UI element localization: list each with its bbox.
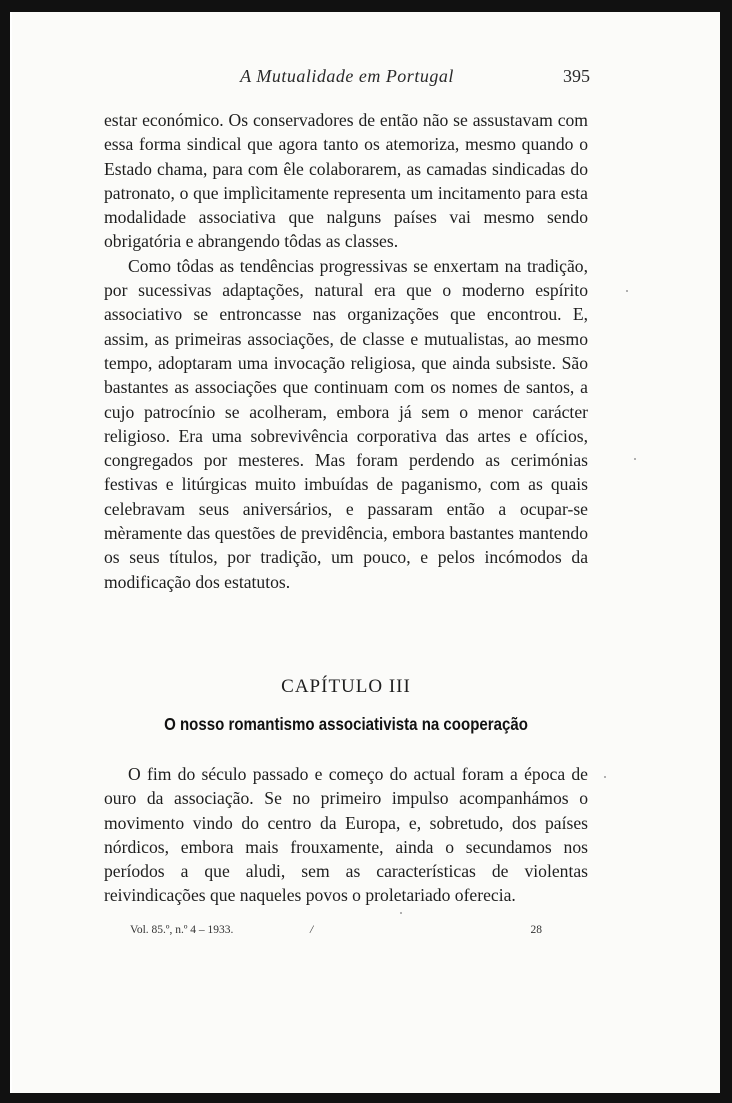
chapter-label: CAPÍTULO III — [281, 676, 411, 697]
body-text-before-chapter — [104, 108, 588, 594]
scan-speck — [634, 458, 636, 460]
scan-speck — [626, 290, 628, 292]
scan-border-bottom — [0, 1093, 732, 1103]
page-number: 395 — [563, 66, 590, 86]
running-head — [104, 66, 590, 90]
scan-border-top — [0, 0, 732, 12]
volume-signature: Vol. 85.º, n.º 4 – 1933. — [130, 924, 234, 936]
running-title: A Mutualidade em Portugal — [240, 66, 454, 86]
paragraph: O fim do século passado e começo do actual foram a época de ouro da associação. Se no primeiro impulso acompanhámos o movimento vindo do centro da Europa, e, sobretudo, dos países nórdicos, embora mais frouxamente, ainda o secundamos nos períodos a que aludi, sem as características de violentas reivindicações que naqueles povos o proletariado oferecia. — [104, 764, 588, 906]
print-mark: / — [310, 924, 314, 936]
chapter-title: O nosso romantismo associativista na cooperação — [164, 714, 528, 734]
body-text-after-chapter — [104, 762, 588, 908]
page-footer — [130, 924, 542, 944]
scan-border-left — [0, 0, 10, 1103]
scan-speck — [604, 776, 606, 778]
scan-border-right — [720, 0, 732, 1103]
paragraph: Como tôdas as tendências progressivas se enxertam na tradição, por sucessivas adaptações, natural era que o moderno espírito associativo se entroncasse nas organizações que encontrou. E, assim, as primeiras associações, de classe e mutualistas, ao mesmo tempo, adoptaram uma invocação religiosa, que ainda subsiste. São bastantes as associações que continuam com os nomes de santos, a cujo patrocínio se acolheram, embora já sem o menor carácter religioso. Era uma sobrevivência corporativa das artes e ofícios, congregados por mesteres. Mas foram perdendo as cerimónias festivas e litúrgicas muito imbuídas de paganismo, com as quais celebravam seus aniversários, e passaram então a ocupar-se mèramente das questões de previdência, embora bastantes mantendo os seus títulos, por tradição, um pouco, e pelos incómodos da modificação dos estatutos. — [104, 255, 588, 592]
paragraph-continuation: estar económico. Os conservadores de então não se assustavam com essa forma sindical que agora tanto os atemoriza, mesmo quando o Estado chama, para com êle colaborarem, as camadas sindicadas do patronato, o que implìcitamente representa um incitamento para esta modalidade associativa que nalguns países vai mesmo sendo obrigatória e abrangendo tôdas as classes. — [104, 110, 588, 252]
sheet-number: 28 — [530, 924, 542, 936]
scan-speck — [400, 912, 402, 914]
